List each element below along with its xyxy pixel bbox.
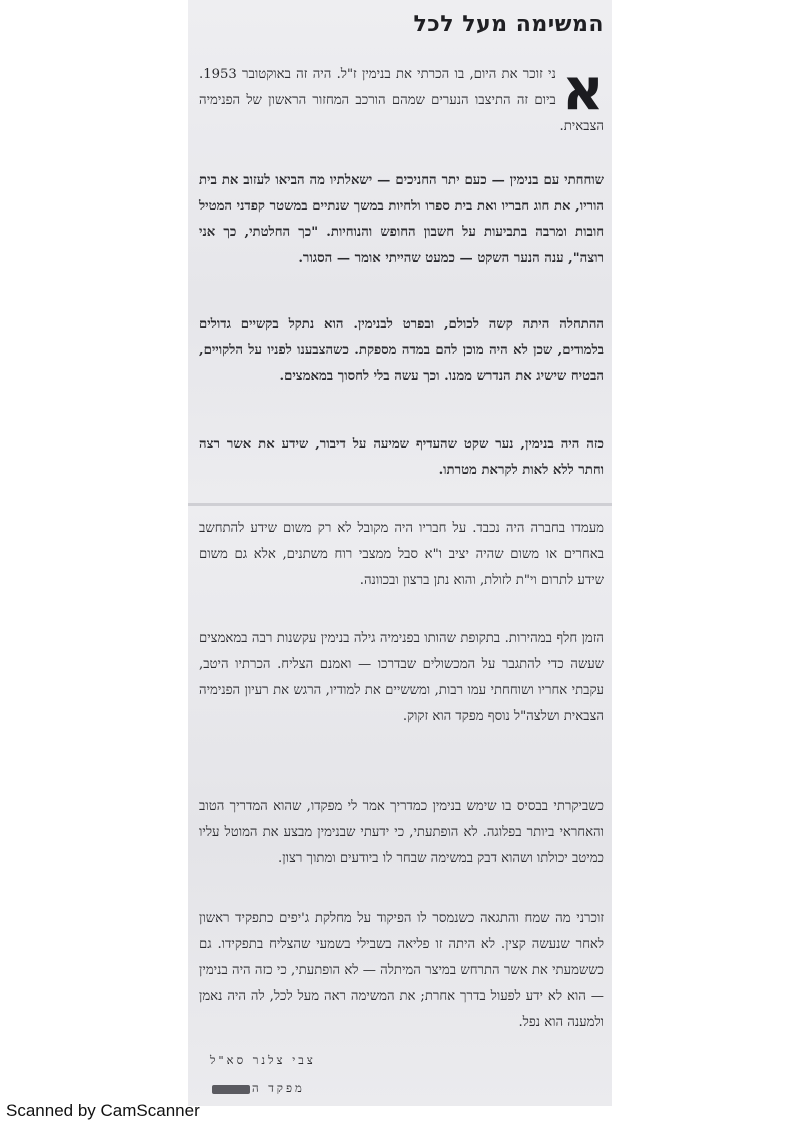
article-clipping-bottom bbox=[188, 506, 612, 1106]
paragraph-time-passed: הזמן חלף במהירות. בתקופת שהותו בפנימיה גילה בנימין עקשנות רבה במאמצים שעשה כדי להתגבר על המכשולים שבדרכו — ואמנם הצליח. הכרתיו היטב, עקבתי אחריו ושוחחתי עמו רבות, ומששיים את למודיו, הרגש את רעיון הפנימיה הצבאית ושלצה"ל נוסף מפקד הוא זקוק. bbox=[199, 631, 604, 724]
paragraph-status: מעמדו בחברה היה נכבד. על חבריו היה מקובל לא רק משום שידע להתחשב באחרים או משום שהיה יציב ו"א סבל ממצבי רוח משתנים, אלא גם משום שידע לתרום וי"ת לזולת, והוא נתן ברצון ובכוונה. bbox=[199, 521, 604, 588]
article-title: המשימה מעל לכל bbox=[413, 12, 604, 37]
paragraph-conversation: שוחחתי עם בנימין — כעם יתר החניכים — ישאלתיו מה הביאו לעזוב את בית הוריו, את חוג חבריו ואת בית ספרו ולחיות במשך שנתיים במשטר קפדני המטיל חובות ומרבה בתביעות על חשבון החופש והנוחיות. "כך החלטתי, כך אני רוצה", ענה הנער השקט — כמעט שהייתי אומר — הסגור. bbox=[199, 173, 604, 266]
intro-text: ני זוכר את היום, בו הכרתי את בנימין ז"ל. היה זה באוקטובר 1953. ביום זה התיצבו הנערים שמהם הורכב המחזור הראשון של הפנימיה הצבאית. bbox=[199, 67, 604, 134]
signature-title: מפקד ה bbox=[252, 1081, 305, 1095]
paragraph-beginning: ההתחלה היתה קשה לכולם, ובפרט לבנימין. הוא נתקל בקשיים גדולים בלמודים, שכן לא היה מוכן להם במדה מספקת. כשהצבענו לפניו על הלקויים, הבטיח שישיג את הנדרש ממנו. וכך עשה בלי לחסוך במאמצים. bbox=[199, 317, 604, 384]
scanner-watermark: Scanned by CamScanner bbox=[6, 1101, 200, 1120]
drop-cap-letter: א bbox=[561, 55, 604, 123]
redaction-blot bbox=[212, 1085, 250, 1094]
article-clipping-top bbox=[188, 0, 612, 506]
paragraph-base-visit: כשביקרתי בבסיס בו שימש בנימין כמדריך אמר לי מפקדו, שהוא המדריך הטוב והאחראי ביותר בפלוגה. לא הופתעתי, כי ידעתי שבנימין מבצע את המוטל עליו כמיטב יכולתו ושהוא דבק במשימה שבחר לו ביודעים ומתוך רצון. bbox=[199, 799, 604, 866]
signature-name: צבי צלנר סא"ל bbox=[210, 1053, 316, 1067]
signature-title-line bbox=[210, 1074, 316, 1102]
paragraph-jeep-command: זוכרני מה שמח והתגאה כשנמסר לו הפיקוד על מחלקת ג'יפים כתפקיד ראשון לאחר שנעשה קצין. לא היתה זו פליאה בשבילי בשמעי שהצליח בתפקידו. גם כששמעתי את אשר התרחש במיצר המיתלה — לא הופתעתי, כי כזה היה בנימין — הוא לא ידע לפעול בדרך אחרת; את המשימה ראה מעל לכל, לה היה נאמן ולמענה הוא נפל. bbox=[199, 911, 604, 1030]
paragraph-character: כזה היה בנימין, נער שקט שהעדיף שמיעה על דיבור, שידע את אשר רצה וחתר ללא לאות לקראת מטרתו. bbox=[199, 437, 604, 478]
intro-paragraph bbox=[199, 55, 604, 140]
signature-block bbox=[210, 1046, 316, 1102]
